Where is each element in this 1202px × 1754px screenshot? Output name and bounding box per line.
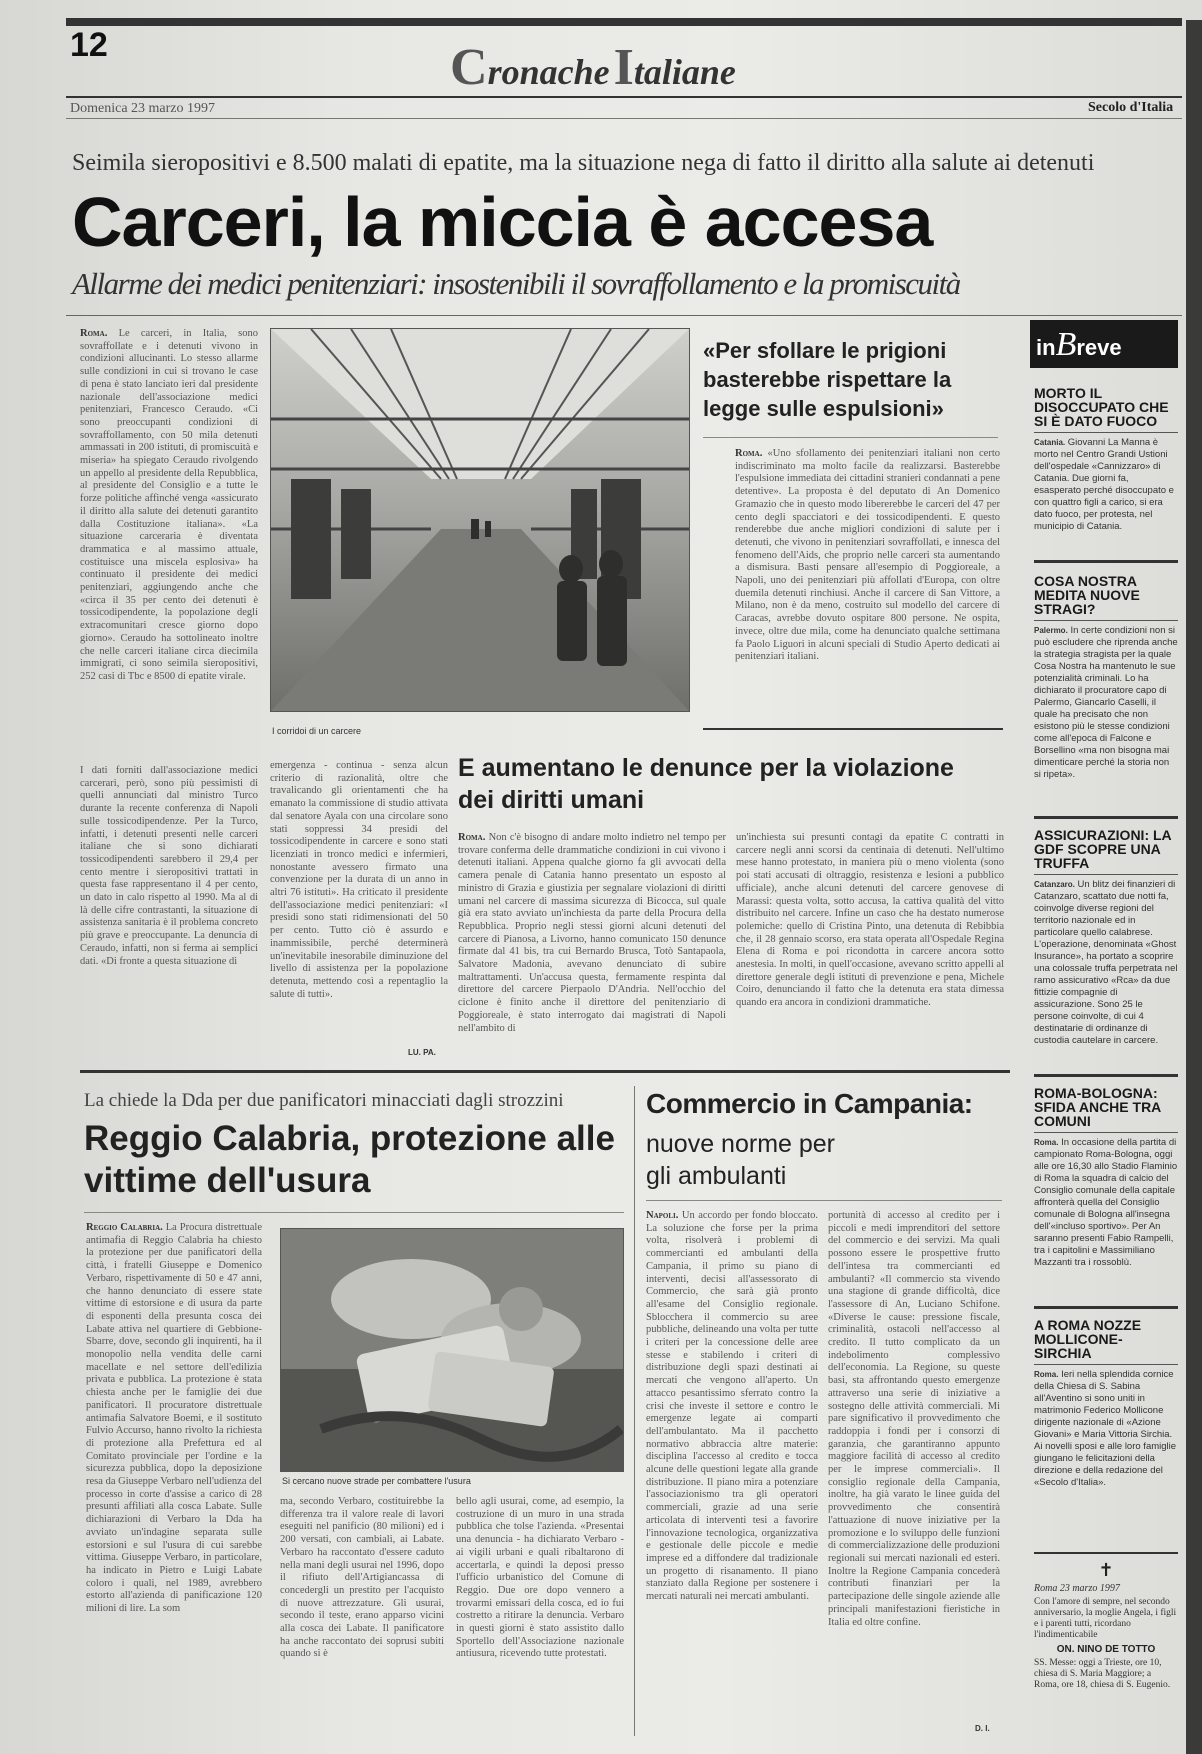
- main-subhead: Allarme dei medici penitenziari: insostenibili il sovraffollamento e la promiscuità: [72, 266, 960, 301]
- campania-col1: [646, 1210, 818, 1730]
- brief-item-1: [1034, 386, 1178, 533]
- side-story-2-col1-text: Non c'è bisogno di andare molto indietro nel tempo per trovare conferma delle drammatiche condizioni in cui vivono i detenuti italiani. Appena qualche giorno fa gli avvocati della camera penale di Catania hanno presentato un esposto al ministro di Grazia e giustizia per segnalare violazioni di diritti umani nel carcere di massima sicurezza di Bicocca, sul quale già era stato avviato un'inchiesta da parte della Procura della Repubblica. Proprio negli stessi giorni alcuni detenuti del carcere di Pianosa, a Livorno, hanno comunicato 150 denunce firmate dal 41 bis, tra cui Bernardo Brusca, Totò Santapaola, Salvatore Madonia, avevano denunciato di subire maltrattamenti. Un'accusa questa, fermamente respinta dal direttore del carcere Pierpaolo D'Andria. Nell'occhio del ciclone è finito anche il direttore del penitenziario di Poggioreale, è stato interrogato dai magistrati di Napoli nell'ambito di: [458, 832, 726, 1034]
- main-headline: Carceri, la miccia è accesa: [72, 183, 933, 261]
- main-story-col2: I dati forniti dall'associazione medici carcerari, però, sono più pessimisti di quelli annunciati dal ministro Turco durante la recente conferenza di Napoli sulle tossicodipendenze. Per la Turco, infatti, i detenuti presenti nelle carceri italiane che si sono dichiarati tossicodipendenti sarebbero il 29,4 per cento mentre i sieropositivi trattati in questa fase rappresentano il 4 per cento, un dato in calo rispetto al 1990. Ma al di là delle cifre contrastanti, la situazione di assistenza sanitaria è il problema concreto più grave e preoccupante. La denuncia di Ceraudo, infatti, non si ferma ai semplici dati. «Di fronte a questa situazione di: [80, 765, 258, 967]
- in-breve-label-in: in: [1036, 335, 1056, 360]
- campania-col2: portunità di accesso al credito per i piccoli e medi imprenditori del settore del commercio e dei servizi. Ma quali possono essere le prospettive frutto dell'intesa tra commercianti ed ambulanti? «Il commercio sta vivendo una stagione di grande difficoltà, dice l'assessore di An, Luciano Schifone. «Diverse le cause: pressione fiscale, criminalità, ostacoli nell'accesso al credito. Il tutto complicato da un indebolimento complessivo dell'economia. La Regione, su queste basi, sta affrontando questo emergenze attraverso una serie di iniziative a sostegno delle attività commerciali. Mi pare significativo il provvedimento che raddoppia i fondi per i consorzi di garanzia, che garantiranno appunto maggiore facilità di accesso al credito per le imprese commerciali». Il consiglio regionale della Campania, inoltre, ha già varato le linee guida del provvedimento che consentirà l'attuazione di nuove iniziative per la promozione e lo sviluppo delle funzioni di commercializzazione delle produzioni regionali sui mercati nazionali ed esteri. Inoltre la Regione Campania concederà contributi finanziari per la partecipazione delle singole aziende alle principali manifestazioni fieristiche in Italia ed oltre confine.: [828, 1210, 1000, 1628]
- campania-rule: [646, 1200, 1002, 1201]
- side-story-2-col1: [458, 832, 726, 1058]
- main-story-lead: Roma.: [80, 328, 108, 339]
- brief-rule-4: [1034, 1132, 1178, 1133]
- brief-text-3: [1034, 879, 1178, 1069]
- prison-photo-caption: I corridoi di un carcere: [272, 726, 362, 736]
- brief-text-4: [1034, 1137, 1178, 1305]
- main-story-col1-text: Le carceri, in Italia, sono sovraffollate e i detenuti vivono in condizioni allucinanti. Lo stesso allarme sulle condizioni in cui si trovano le case di pena è stato lanciato ieri dal presidente nazionale dell'associazione medici penitenziari, Francesco Ceraudo. «Ci sono preoccupanti condizioni di sovraffollamento, con 50 mila detenuti ammassati in 200 istituti, di promiscuità e miseria» ha spiegato Ceraudo rivolgendo un appello al presidente della Repubblica, al presidente del Consiglio e a tutte le forze politiche affinché venga «assicurato il diritto alla salute dei detenuti garantito dalla Costituzione italiana». «La situazione carceraria è diventata drammatica e al massimo attuale, costituisce una miscela esplosiva» ha continuato il presidente dei medici penitenziari, aggiungendo anche che «circa il 35 per cento dei detenuti è tossicodipendente, la popolazione degli extracomunitari cresce giorno dopo giorno». Ceraudo ha sottolineato inoltre che nelle carceri italiane circa diecimila immigrati, ci sono seimila sieropositivi, 252 casi di Tbc e 8500 di epatite virale.: [80, 328, 258, 682]
- side-stories-divider: [703, 728, 1003, 730]
- in-breve-label: [1036, 326, 1122, 364]
- section-title-i: I: [613, 39, 634, 96]
- obituary-date: Roma 23 marzo 1997: [1034, 1583, 1120, 1594]
- reggio-lead: Reggio Calabria.: [86, 1222, 163, 1233]
- brief-body-3: Un blitz dei finanzieri di Catanzaro, scattato due notti fa, coinvolge diverse regioni del territorio nazionale ed in particolare quello calabrese. L'operazione, denominata «Ghost Insurance», ha portato a scoprire una colossale truffa perpetrata nel ramo assicurativo «Rca» da due fittizie compagnie di assicurazione. Sono 25 le persone coinvolte, di cui 4 destinatarie di ordinanze di custodia cautelare in carcere.: [1034, 879, 1178, 1046]
- brief-separator-2: [1034, 816, 1178, 819]
- brief-title-5: A ROMA NOZZE MOLLICONE-SIRCHIA: [1034, 1317, 1142, 1361]
- brief-lead-5: Roma.: [1034, 1370, 1059, 1379]
- brief-item-5: [1034, 1318, 1178, 1525]
- main-kicker: Seimila sieropositivi e 8.500 malati di epatite, ma la situazione nega di fatto il diritto alla salute ai detenuti: [72, 150, 1095, 176]
- side-story-2-lead: Roma.: [458, 832, 486, 843]
- brief-rule-3: [1034, 874, 1178, 875]
- section-title: [450, 38, 736, 97]
- side-story-1-rule: [703, 437, 998, 438]
- brief-title-3: ASSICURAZIONI: LA GDF SCOPRE UNA TRUFFA: [1034, 827, 1172, 871]
- brief-text-1: [1034, 437, 1178, 533]
- brief-lead-4: Roma.: [1034, 1138, 1059, 1147]
- campania-headline-2: nuove norme per gli ambulanti: [646, 1130, 836, 1190]
- paper-name: Secolo d'Italia: [1088, 100, 1174, 115]
- headline-rule: [66, 315, 1182, 316]
- brief-item-4: [1034, 1086, 1178, 1305]
- usury-photo: [280, 1228, 624, 1472]
- campania-lead: Napoli.: [646, 1210, 679, 1221]
- page-number: 12: [70, 26, 108, 64]
- brief-lead-1: Catania.: [1034, 438, 1066, 447]
- brief-lead-3: Catanzaro.: [1034, 880, 1075, 889]
- reggio-kicker: La chiede la Dda per due panificatori minacciati dagli strozzini: [84, 1090, 564, 1111]
- brief-lead-2: Palermo.: [1034, 626, 1068, 635]
- brief-separator-5: [1034, 1552, 1178, 1554]
- campania-headline-1: Commercio in Campania:: [646, 1088, 973, 1119]
- prison-corridor-photo: [270, 328, 690, 712]
- page-binding-edge: [1186, 20, 1202, 1754]
- issue-date: Domenica 23 marzo 1997: [70, 101, 216, 116]
- main-story-col3: emergenza - continua - senza alcun criterio di razionalità, oltre che travalicando gli orientamenti che ha emanato la commissione di studio attivata dal senatore Ayala con una circolare sono stati soppressi 34 presidi del tossicodipendente in carcere e sono stati licenziati in tronco medici e infermieri, nonostante avessero firmato una convenzione per la durata di un anno in altri 76 istituti». Ha criticato il presidente dell'associazione medici penitenziari: «I presidi sono stati ridimensionati del 50 per cento. Tutto ciò è assurdo e inammissibile, perché determinerà un'inevitabile inesorabile diminuzione del livello di assistenza per la popolazione detenuta, mettendo così a repentaglio la salute di tutti».: [270, 760, 448, 1000]
- usury-photo-caption: Si cercano nuove strade per combattere l'usura: [282, 1476, 471, 1486]
- in-breve-label-rest: reve: [1076, 335, 1122, 360]
- brief-title-4: ROMA-BOLOGNA: SFIDA ANCHE TRA COMUNI: [1034, 1085, 1161, 1129]
- usury-illustration: [281, 1229, 623, 1471]
- brief-item-2: [1034, 574, 1178, 805]
- brief-text-2: [1034, 625, 1178, 805]
- side-story-1-headline: «Per sfollare le prigioni basterebbe rispettare la legge sulle espulsioni»: [703, 338, 952, 421]
- section-title-part2: taliane: [633, 52, 736, 92]
- cross-icon: ✝: [1098, 1560, 1114, 1580]
- masthead-rule-lower: [66, 118, 1182, 119]
- side-story-2-headline: E aumentano le denunce per la violazione dei diritti umani: [458, 754, 954, 814]
- prison-corridor-illustration: [271, 329, 689, 711]
- side-story-1-lead: Roma.: [735, 448, 763, 459]
- in-breve-banner: [1030, 320, 1178, 368]
- reggio-col3: bello agli usurai, come, ad esempio, la costruzione di un muro in una strada pubblica che tolse l'azienda. «Presentai una denuncia - ha dichiarato Verbaro - ai vigili urbani e quali ribaltarono di accertarla, e quindi la deposi presso l'ufficio urbanistico del Comune di Reggio. Due ore dopo vennero a trovarmi emissari della cosca, ed io fui costretto a ritirare la denuncia. Verbaro in questi giorni è stato assistito dallo Sportello dell'Associazione nazionale antiusura, ricevendo tutte protestati.: [456, 1496, 624, 1660]
- brief-separator-3: [1034, 1074, 1178, 1077]
- brief-title-2: COSA NOSTRA MEDITA NUOVE STRAGI?: [1034, 573, 1140, 617]
- main-story-byline: LU. PA.: [408, 1048, 436, 1057]
- top-rule: [66, 18, 1182, 26]
- reggio-col2: ma, secondo Verbaro, costituirebbe la differenza tra il valore reale di lavori eseguiti nel panificio (80 milioni) ed i 200 versati, con cambiali, ai Labate. Verbaro ha raccontato d'essere caduto nella mani degli usurai nel 1996, dopo il rifiuto dell'Artigiancassa di concedergli un prestito per l'acquisto di nuove attrezzature. Gli usurai, secondo il teste, erano apparso vicini alla cosca dei Labate. Il panificatore ha anche raccontato dei soprusi subiti quando si è: [280, 1496, 444, 1660]
- section-title-c: C: [450, 39, 488, 96]
- brief-body-4: In occasione della partita di campionato Roma-Bologna, oggi alle ore 16,30 allo Stadio Flaminio di Roma la squadra di calcio del Consiglio comunale della capitale affronterà quella del Consiglio comunale di Bologna all'insegna dell'«incluso sportivo». Per An saranno presenti Fabio Rampelli, tra i capitolini e Massimiliano Mazzanti tra i rossoblù.: [1034, 1137, 1178, 1268]
- obituary-notice: [1034, 1560, 1178, 1702]
- side-story-1-text: [735, 448, 1000, 710]
- brief-separator-1: [1034, 560, 1178, 563]
- brief-text-5: [1034, 1369, 1178, 1525]
- masthead-rule-upper: [66, 96, 1182, 98]
- brief-title-1: MORTO IL DISOCCUPATO CHE SI È DATO FUOCO: [1034, 385, 1169, 429]
- reggio-headline: Reggio Calabria, protezione alle vittime dell'usura: [84, 1119, 615, 1200]
- brief-body-2: In certe condizioni non si può escludere che riprenda anche la strategia stragista per la quale Cosa Nostra ha mantenuto le sue potenzialità criminali. Lo ha dichiarato il procuratore capo di Palermo, Giancarlo Caselli, il quale ha precisato che non esistono più le stesse condizioni come all'epoca di Falcone e Borsellino «ma non bisogna mai dimenticare perché la storia non si ripeta».: [1034, 625, 1178, 780]
- brief-rule-2: [1034, 620, 1178, 621]
- in-breve-label-b: B: [1055, 326, 1077, 363]
- campania-byline: D. I.: [975, 1724, 990, 1733]
- brief-body-1: Giovanni La Manna è morto nel Centro Grandi Ustioni dell'ospedale «Cannizzaro» di Catania. Due giorni fa, esasperato perché disoccupato e con quattro figli a carico, si era dato fuoco, per protesta, nel municipio di Catania.: [1034, 437, 1174, 532]
- reggio-rule: [84, 1212, 624, 1213]
- reggio-col1: [86, 1222, 262, 1722]
- lower-section-rule: [80, 1070, 1010, 1073]
- brief-rule-5: [1034, 1364, 1178, 1365]
- obituary-text: Con l'amore di sempre, nel secondo anniversario, la moglie Angela, i figli e i parenti tutti, ricordano l'indimenticabile: [1034, 1597, 1177, 1640]
- brief-body-5: Ieri nella splendida cornice della Chiesa di S. Sabina all'Aventino si sono uniti in matrimonio Federico Mollicone dirigente nazionale di «Azione Giovani» e Maria Vittoria Sirchia. Ai novelli sposi e alle loro famiglie giungano le felicitazioni della direzione e della redazione del «Secolo d'Italia».: [1034, 1369, 1177, 1488]
- obituary-name: ON. NINO DE TOTTO: [1056, 1644, 1156, 1655]
- obituary-mass: SS. Messe: oggi a Trieste, ore 10, chiesa di S. Maria Maggiore; a Roma, ore 18, chiesa di S. Eugenio.: [1034, 1658, 1171, 1690]
- brief-rule-1: [1034, 432, 1178, 433]
- lower-column-divider: [634, 1086, 635, 1736]
- brief-item-3: [1034, 828, 1178, 1069]
- side-story-1-body: «Uno sfollamento dei penitenziari italiani non certo indiscriminato ma molto facile da realizzarsi. Basterebbe l'espulsione immediata dei cittadini stranieri condannati a pene detentive». La proposta è del deputato di An Domenico Gramazio che in questo modo libererebbe le carceri del 47 per cento degli spacciatori e dei tossicodipendenti. E questo renderebbe due anche migliori condizioni di salute per i detenuti, che vivono in penitenziari sovraffollati, e innesca del fenomeno dell'Aids, che proprio nelle carceri sta aumentando a dismisura. Basti pensare all'esempio di Poggioreale, a Napoli, uno dei penitenziari più affollati d'Europa, con oltre duemila detenuti rinchiusi. Anche il carcere di San Vittore, a Milano, non è da meno, costruito sul modello del carcere di Caracas, avrebbe dovuto ospitare 800 persone. Ne ospita, invece, oltre due mila, come ha denunciato qualche settimana fa Paolo Liguori in alcuni speciali di Studio Aperto dedicati ai penitenziari italiani.: [735, 448, 1000, 663]
- reggio-col1-text: La Procura distrettuale antimafia di Reggio Calabria ha chiesto la protezione per due panificatori della città, i fratelli Giuseppe e Domenico Verbaro, rispettivamente di 50 e 47 anni, che hanno denunciato di essere state vittime di estorsione e di usura da parte di esponenti della presunta cosca dei Labate attiva nel quartiere di Gebbione-Sbarre, dove, secondo gli inquirenti, ha il monopolio nella vendita delle carni macellate e nel settore dell'edilizia privata e pubblica. La protezione è stata chiesta anche per le famiglie dei due panificatori. Il procuratore distrettuale antimafia Salvatore Boemi, e il sostituto Fulvio Accurso, hanno rivolto la richiesta di protezione alla Prefettura ed al Comitato provinciale per l'ordine e la sicurezza pubblica, dopo la deposizione resa da Giuseppe Verbaro nell'udienza del processo in corte d'assise a carico di 28 presunti affiliati alla cosca Labate. Sulle dichiarazioni di Verbaro la Dda ha avviato un'indagine separata sulle estorsioni e sul l'usura di cui sarebbe vittima. Giuseppe Verbaro, in particolare, ha indicato in Pietro e Luigi Labate coloro i quali, nel 1989, avrebbero estorto all'azienda di panificazione 120 milioni di lire. La som: [86, 1222, 262, 1615]
- brief-separator-4: [1034, 1306, 1178, 1309]
- side-story-2-col2: un'inchiesta sui presunti contagi da epatite C contratti in carcere negli anni scorsi da centinaia di detenuti. Nell'ultimo mese hanno protestato, in maniera più o meno violenta (sono poi stati accusati di oltraggio, resistenza e lesioni a pubblico ufficiale), anche alcuni detenuti del carcere genovese di Marassi: questa volta, sotto accusa, la cattiva qualità del vitto distribuito nel carcere. Infine un caso che ha destato numerose polemiche: quello di Cristina Pinto, una detenuta di Rebibbia che, il 28 gennaio scorso, era stata operata all'Ospedale Regina Elena di Roma e poi ricondotta in carcere ancora sotto anestesia. In molti, in quell'occasione, avevano scritto appelli al direttore generale degli istituti di prevenzione e pena, Michele Coiro, denunciando il fatto che la detenuta era stata dimessa quando era ancora in condizioni drammatiche.: [736, 832, 1004, 1009]
- main-story-col1: [80, 328, 258, 758]
- campania-col1-text: Un accordo per fondo bloccato. La soluzione che forse per la prima volta, risolverà i problemi di commercianti ed ambulanti della Campania, il primo su piano di interventi, decisi all'assessorato di Commercio, che sarà già pronto all'esame del Consiglio regionale. Sblocchera il commercio su aree pubbliche, delineando una volta per tutte i criteri per la concessione delle aree stesse e stabilendo i criteri di distribuzione degli spazi destinati ai mercati che vengono all'aperto. Un attacco pesantissimo sferrato contro la crisi che investe il settore e contro le emergenze legate ai comparti dell'ambulantato. Ma il pacchetto normativo abbraccia altre materie: disciplina l'accesso al credito e tocca alcune delle questioni legate alla grande distribuzione. Il piano mira a potenziare l'associazionismo tra gli operatori commerciali, grazie ad una serie articolata di interventi tesi a favorire l'innovazione tecnologica, organizzativa e gestionale delle piccole e medie imprese ed a diffondere dal tradizionale un progetto di risanamento. Il piano stanziato dalla Regione per sostenere i mercati naturali nei mercati ambulanti.: [646, 1210, 818, 1603]
- section-title-part1: ronache: [487, 52, 610, 92]
